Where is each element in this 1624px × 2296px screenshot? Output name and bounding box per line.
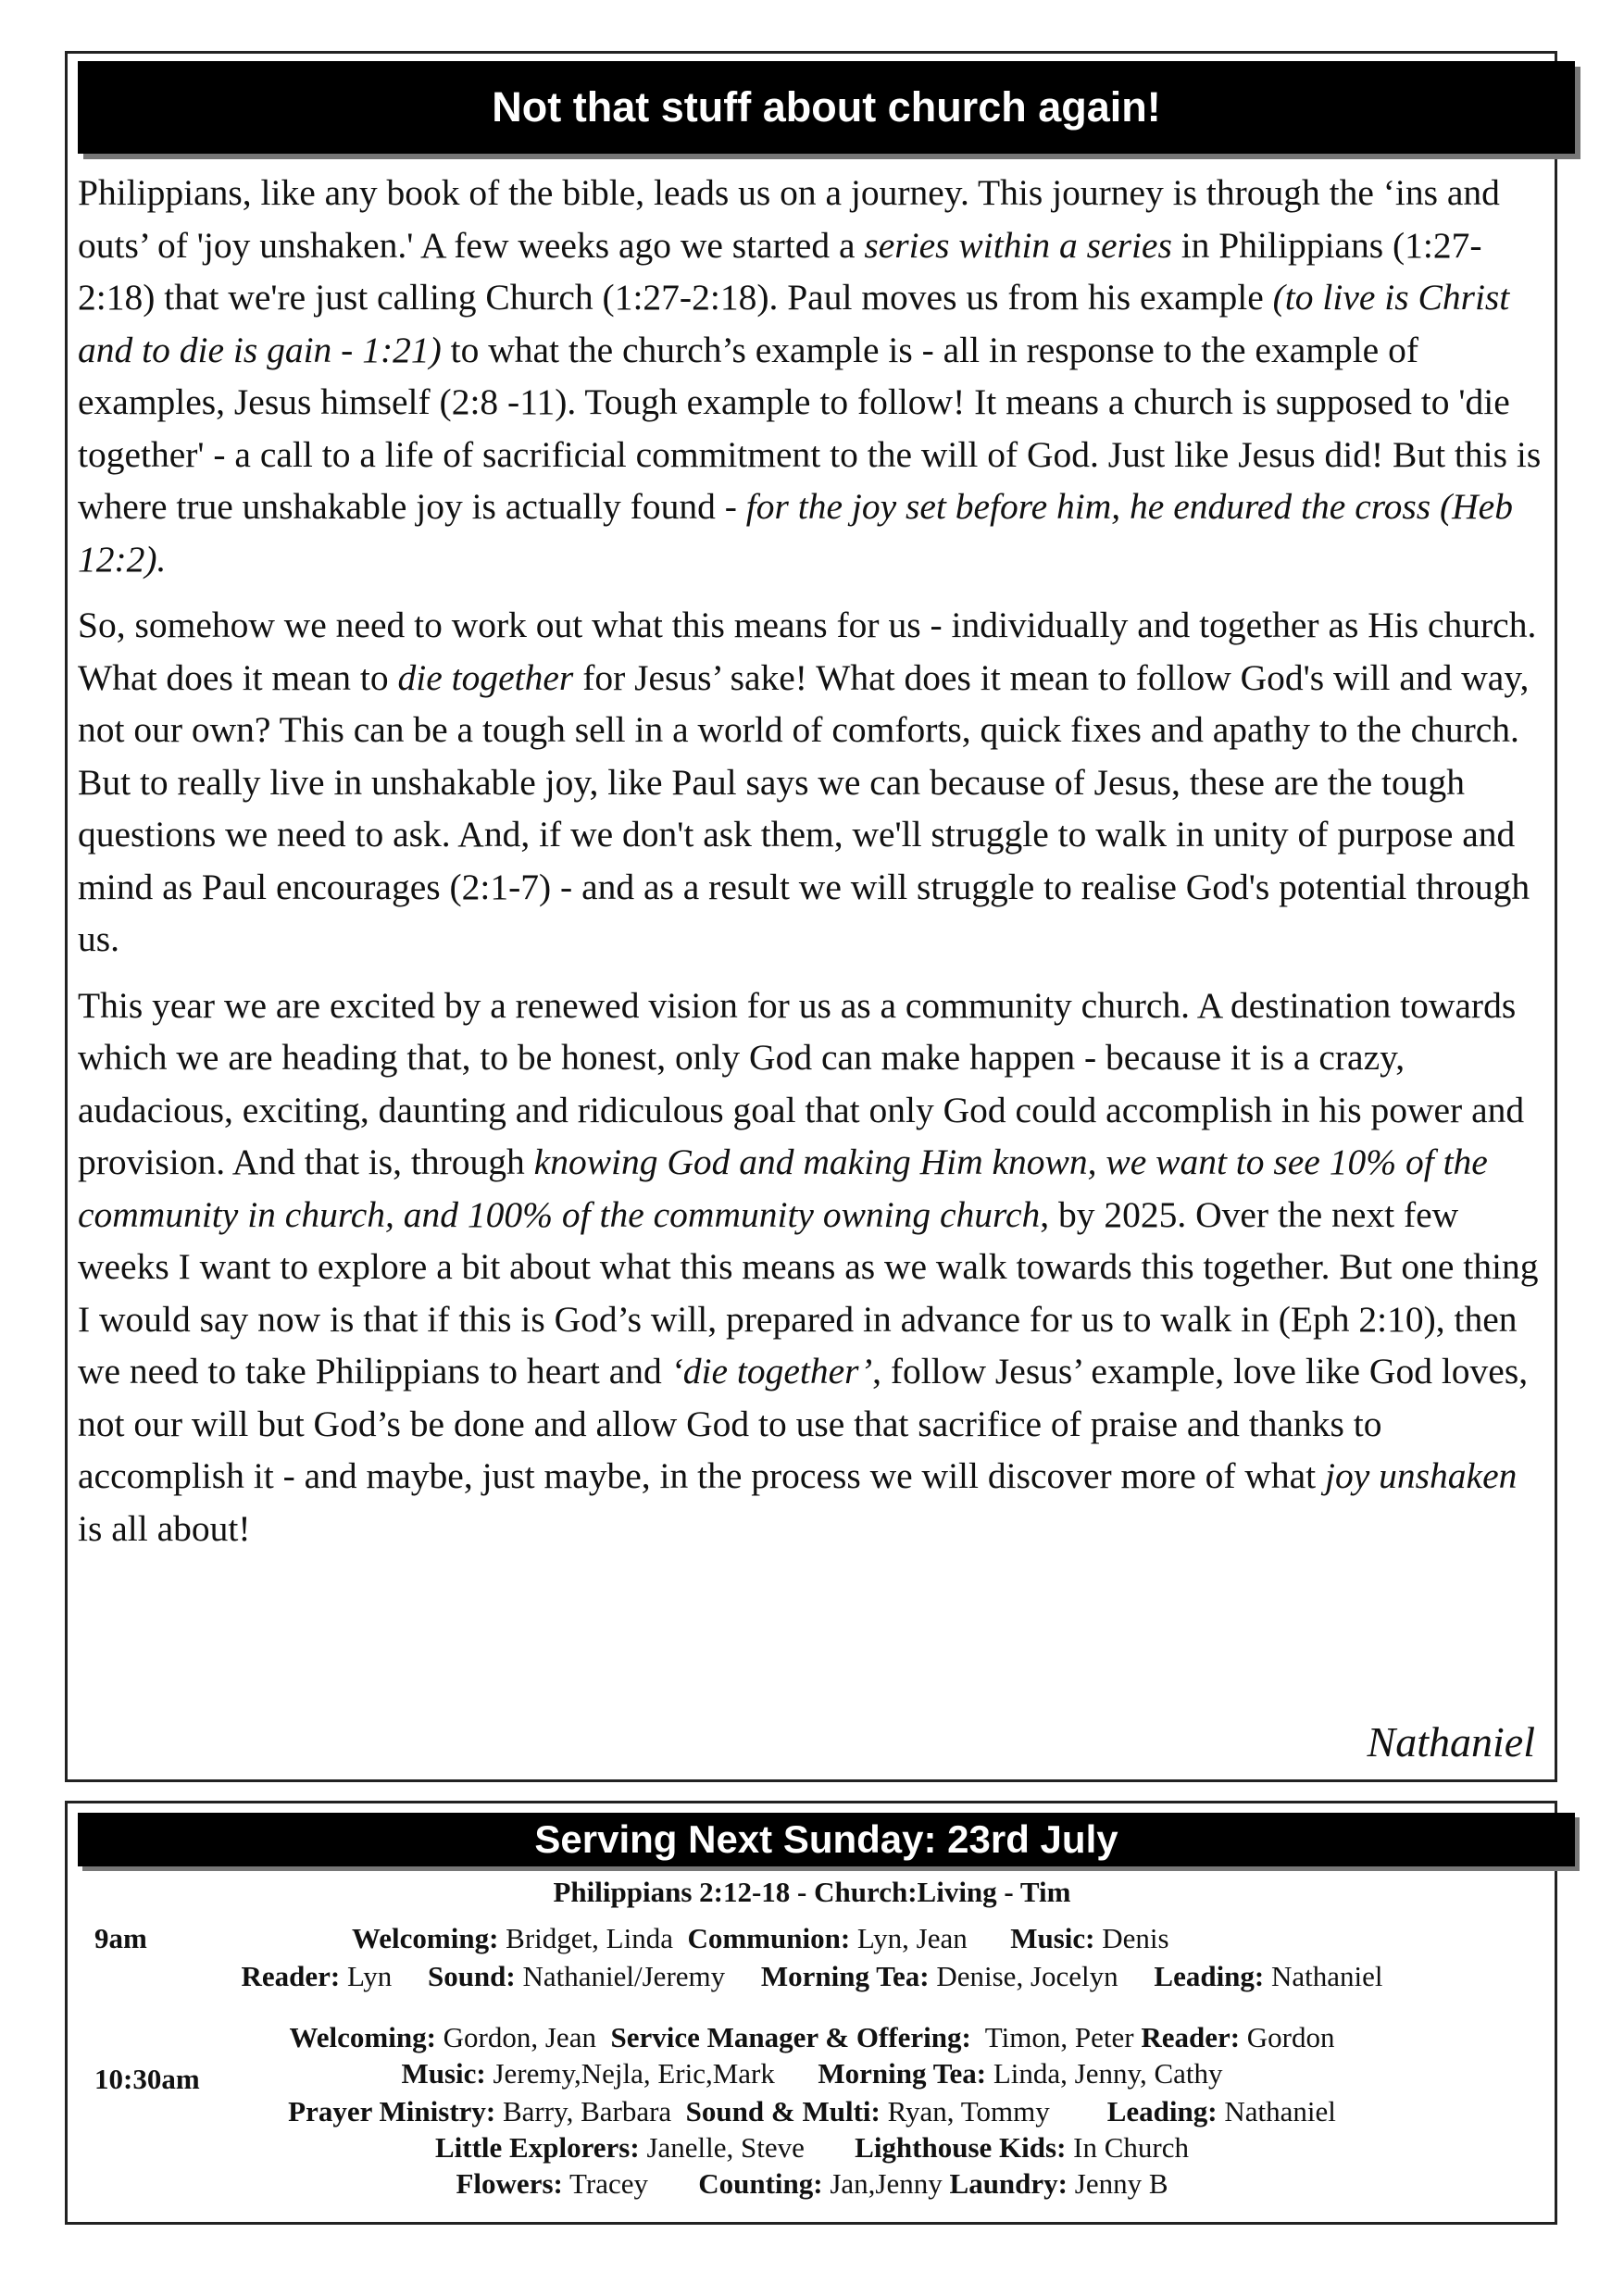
role-names: Jan,Jenny [822, 2167, 950, 2200]
role-names: Gordon [1240, 2021, 1335, 2053]
role-names: Gordon, Jean [435, 2021, 611, 2053]
body-text: This year we are excited by a renewed vision for us as a community church. A destination towards which we are heading that, to be honest, only God can make happen - because it is a crazy, audacious, exciting, daunting and ridiculous goal that only God could accomplish in his power and provision. And that is, through [78, 984, 1525, 1182]
role-names: Timon, Peter [970, 2021, 1142, 2053]
role-label: Lighthouse Kids: [855, 2131, 1067, 2164]
role-label: Reader: [1141, 2021, 1241, 2053]
article-paragraph-3 [78, 980, 1550, 1555]
body-text: , follow Jesus’ example, love like God loves, not our will but God’s be done and allow God to use that sacrifice of praise and thanks to accomplish it - and maybe, just maybe, in the process we will discover more of what [78, 1351, 1529, 1496]
emphasis-text: ‘die together’ [670, 1351, 873, 1391]
role-label: Service Manager & Offering: [610, 2021, 971, 2053]
role-names: Ryan, Tommy [880, 2095, 1107, 2128]
body-text: to what the church’s example is - all in response to the example of examples, Jesus himself (2:8 -11). Tough example to follow! It means a church is supposed to 'die together' - a call to a life of sacrificial commitment to the will of God. Just like Jesus did! But this is where true unshakable joy is actually found - [78, 329, 1542, 527]
article-paragraph-2 [78, 599, 1550, 966]
role-names: Jenny B [1068, 2167, 1168, 2200]
body-text: , by 2025. Over the next few weeks I want to explore a bit about what this means as we walk towards this together. But one thing I would say now is that if this is God’s will, prepared in advance for us to walk in (Eph 2:10), then we need to take Philippians to heart and [78, 1193, 1539, 1391]
service-9am-label: 9am [94, 1922, 147, 1954]
body-text: in Philippians (1:27-2:18) that we're just calling Church (1:27-2:18). Paul moves us from his example [78, 224, 1482, 318]
service-1030-label: 10:30am [94, 2063, 200, 2095]
body-text: So, somehow we need to work out what this means for us - individually and together as His church. What does it mean to [78, 605, 1537, 698]
role-names: Nathaniel [1217, 2095, 1336, 2128]
service-1030-line-4 [0, 2131, 1624, 2165]
emphasis-text: for the joy set before him, he endured the cross (Heb 12:2). [78, 486, 1513, 580]
role-label: Reader: [241, 1960, 341, 1992]
role-names: Tracey [562, 2167, 699, 2200]
role-label: Welcoming: [352, 1922, 499, 1954]
article-body [78, 167, 1550, 1554]
service-9am-line-2 [0, 1960, 1624, 1993]
service-1030-line-5 [0, 2167, 1624, 2201]
role-label: Little Explorers: [434, 2131, 640, 2164]
role-label: Welcoming: [289, 2021, 436, 2053]
emphasis-text: series within a series [864, 224, 1172, 266]
role-label: Music: [1010, 1922, 1095, 1954]
role-label: Leading: [1106, 2095, 1218, 2128]
serving-title-banner [78, 1813, 1575, 1866]
body-text: for Jesus’ sake! What does it mean to follow God's will and way, not our own? This can be a tough sell in a world of comforts, quick fixes and apathy to the church. But to really live in unshakable joy, like Paul says we can because of Jesus, these are the tough questions we need to ask. And, if we don't ask them, we'll struggle to walk in unity of purpose and mind as Paul encourages (2:1-7) - and as a result we will struggle to realise God's potential through us. [78, 656, 1530, 959]
body-text: Philippians, like any book of the bible, leads us on a journey. This journey is through the ‘ins and outs’ of 'joy unshaken.' A few weeks ago we started a [78, 172, 1500, 266]
article-title-banner [78, 61, 1575, 154]
article-title: Not that stuff about church again! [492, 83, 1161, 131]
role-label: Flowers: [456, 2167, 563, 2200]
role-label: Laundry: [949, 2167, 1068, 2200]
emphasis-text: knowing God and making Him known, we want to see 10% of the community in church, and 100% of the community owning church [78, 1142, 1488, 1235]
role-names: Denis [1094, 1922, 1169, 1954]
article-paragraph-1 [78, 167, 1550, 585]
role-names: Nathaniel/Jeremy [515, 1960, 761, 1992]
role-label: Leading: [1154, 1960, 1265, 1992]
role-label: Sound & Multi: [685, 2095, 881, 2128]
emphasis-text: joy unshaken [1325, 1455, 1518, 1496]
role-names: Lyn, Jean [850, 1922, 1011, 1954]
role-names: Janelle, Steve [639, 2131, 856, 2164]
role-names: Lyn [340, 1960, 428, 1992]
role-names: Nathaniel [1264, 1960, 1383, 1992]
signature: Nathaniel [1367, 1718, 1535, 1766]
service-9am-line-1 [352, 1922, 1169, 1955]
role-label: Music: [401, 2057, 486, 2090]
role-label: Communion: [687, 1922, 851, 1954]
service-1030-line-2 [0, 2057, 1624, 2090]
serving-title: Serving Next Sunday: 23rd July [534, 1817, 1118, 1861]
role-label: Prayer Ministry: [288, 2095, 496, 2128]
role-label: Morning Tea: [760, 1960, 930, 1992]
role-names: Linda, Jenny, Cathy [986, 2057, 1223, 2090]
sermon-line: Philippians 2:12-18 - Church:Living - Tim [553, 1876, 1071, 1908]
emphasis-text: die together [397, 656, 574, 698]
role-names: In Church [1066, 2131, 1189, 2164]
body-text: is all about! [78, 1507, 251, 1549]
service-1030-line-3 [0, 2095, 1624, 2128]
role-label: Sound: [427, 1960, 516, 1992]
role-names: Bridget, Linda [498, 1922, 688, 1954]
role-label: Morning Tea: [818, 2057, 987, 2090]
role-names: Jeremy,Nejla, Eric,Mark [485, 2057, 818, 2090]
role-label: Counting: [698, 2167, 823, 2200]
emphasis-text: (to live is Christ and to die is gain - 1:21) [78, 277, 1510, 370]
role-names: Denise, Jocelyn [929, 1960, 1155, 1992]
role-names: Barry, Barbara [495, 2095, 686, 2128]
service-1030-line-1 [0, 2021, 1624, 2054]
